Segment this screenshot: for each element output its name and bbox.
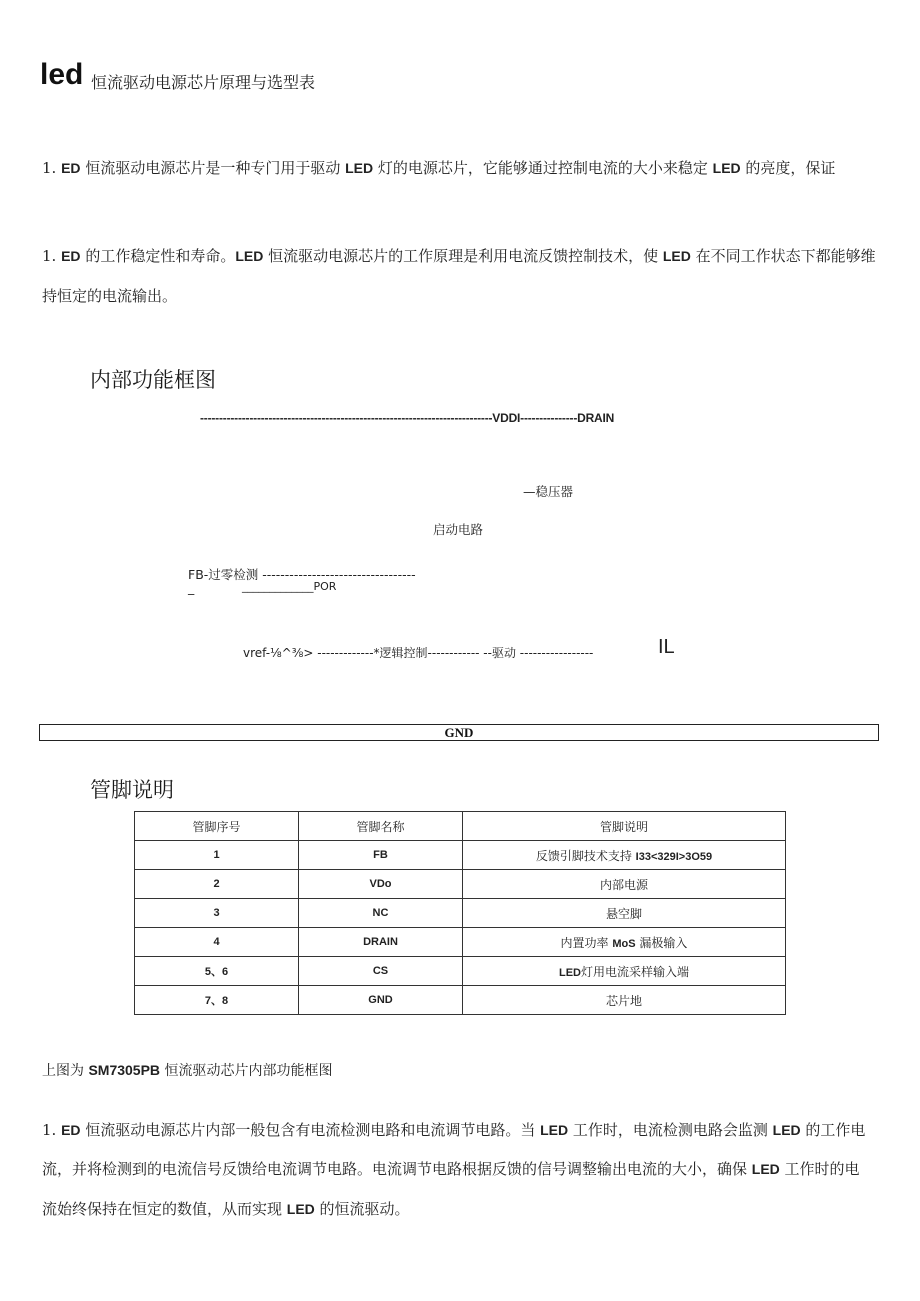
pin-name: NC: [299, 899, 463, 928]
diagram-regulator: —稳压器: [523, 484, 574, 499]
pin-number: 2: [135, 870, 299, 899]
table-header-row: [135, 812, 786, 841]
pin-table-heading: 管脚说明: [90, 778, 174, 802]
pin-name: DRAIN: [299, 928, 463, 957]
diagram-vref-line: vref-⅛^⅜> -------------*逻辑控制------------ --驱动 -----------------: [243, 646, 594, 660]
pin-number: 5、6: [135, 957, 299, 986]
outro-line-2: 流，并将检测到的电流信号反馈给电流调节电路。电流调节电路根据反馈的信号调整输出电流的大小，确保 LED 工作时的电: [42, 1160, 860, 1178]
pin-name: GND: [299, 986, 463, 1015]
pin-name: FB: [299, 841, 463, 870]
diagram-top-line: -----------------------------------------------------------------------------VDDI---------------DRAIN: [200, 411, 615, 425]
diagram-por-dash: _: [188, 580, 195, 595]
header-pin-description: 管脚说明: [463, 812, 786, 841]
table-row: [135, 841, 786, 870]
pin-description: LED灯用电流采样输入端: [463, 957, 786, 986]
pin-table: [134, 811, 786, 1015]
page-title-led: led: [40, 58, 84, 91]
diagram-fb-zero-detect: FB-过零检测 ----------------------------------: [188, 567, 416, 582]
diagram-por: _____________POR: [242, 580, 337, 593]
intro-line-3: 持恒定的电流输出。: [42, 287, 178, 305]
pin-description: 悬空脚: [463, 899, 786, 928]
pin-description: 反馈引脚技术支持 I33<329I>3O59: [463, 841, 786, 870]
page-title: 恒流驱动电源芯片原理与选型表: [91, 73, 316, 92]
outro-line-3: 流始终保持在恒定的数值，从而实现 LED 的恒流驱动。: [42, 1200, 410, 1218]
pin-description: 芯片地: [463, 986, 786, 1015]
header-pin-number: 管脚序号: [135, 812, 299, 841]
table-row: [135, 870, 786, 899]
intro-line-1: 1. ED 恒流驱动电源芯片是一种专门用于驱动 LED 灯的电源芯片，它能够通过控制电流的大小来稳定 LED 的亮度，保证: [42, 159, 836, 177]
block-diagram-heading: 内部功能框图: [90, 368, 216, 392]
table-row: [135, 986, 786, 1015]
diagram-gnd-bar: GND: [39, 724, 879, 741]
table-row: [135, 928, 786, 957]
pin-description: 内置功率 MoS 漏极输入: [463, 928, 786, 957]
diagram-startup-circuit: 启动电路: [433, 522, 484, 537]
outro-line-1: 1. ED 恒流驱动电源芯片内部一般包含有电流检测电路和电流调节电路。当 LED 工作时，电流检测电路会监测 LED 的工作电: [42, 1121, 866, 1139]
table-row: [135, 957, 786, 986]
table-row: [135, 899, 786, 928]
diagram-il: IL: [658, 636, 675, 658]
intro-line-2: 1. ED 的工作稳定性和寿命。LED 恒流驱动电源芯片的工作原理是利用电流反馈控制技术，使 LED 在不同工作状态下都能够维: [42, 247, 876, 265]
pin-name: VDo: [299, 870, 463, 899]
pin-number: 7、8: [135, 986, 299, 1015]
pin-number: 3: [135, 899, 299, 928]
pin-number: 4: [135, 928, 299, 957]
header-pin-name: 管脚名称: [299, 812, 463, 841]
diagram-caption: 上图为 SM7305PB 恒流驱动芯片内部功能框图: [42, 1062, 333, 1079]
pin-description: 内部电源: [463, 870, 786, 899]
pin-number: 1: [135, 841, 299, 870]
pin-name: CS: [299, 957, 463, 986]
